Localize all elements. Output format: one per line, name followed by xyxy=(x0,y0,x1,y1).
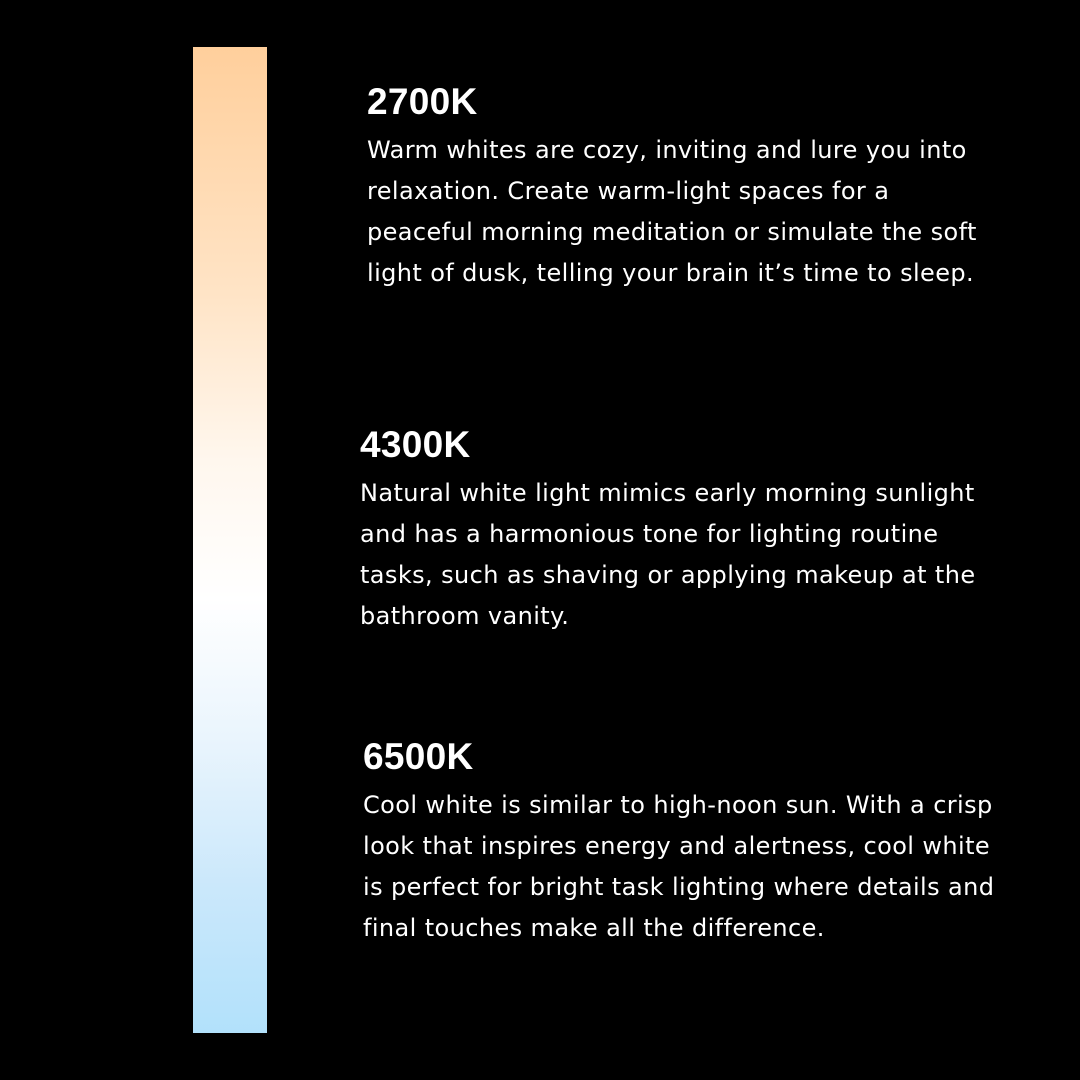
section-cool-white xyxy=(363,735,1003,949)
section-warm-white xyxy=(367,80,1007,294)
section-heading-2700k: 2700K xyxy=(367,81,478,122)
section-heading-6500k: 6500K xyxy=(363,736,474,777)
section-natural-white xyxy=(360,423,1000,637)
section-description-6500k: Cool white is similar to high-noon sun. With a crisp look that inspires energy and alertness, cool white is perfect for bright task lighting where details and final touches make all the difference. xyxy=(363,791,995,942)
section-description-2700k: Warm whites are cozy, inviting and lure you into relaxation. Create warm-light spaces for a peaceful morning meditation or simulate the soft light of dusk, telling your brain it’s time to sleep. xyxy=(367,136,977,287)
color-temperature-gradient-bar xyxy=(193,47,267,1033)
section-description-4300k: Natural white light mimics early morning sunlight and has a harmonious tone for lighting routine tasks, such as shaving or applying makeup at the bathroom vanity. xyxy=(360,479,976,630)
section-heading-4300k: 4300K xyxy=(360,424,471,465)
